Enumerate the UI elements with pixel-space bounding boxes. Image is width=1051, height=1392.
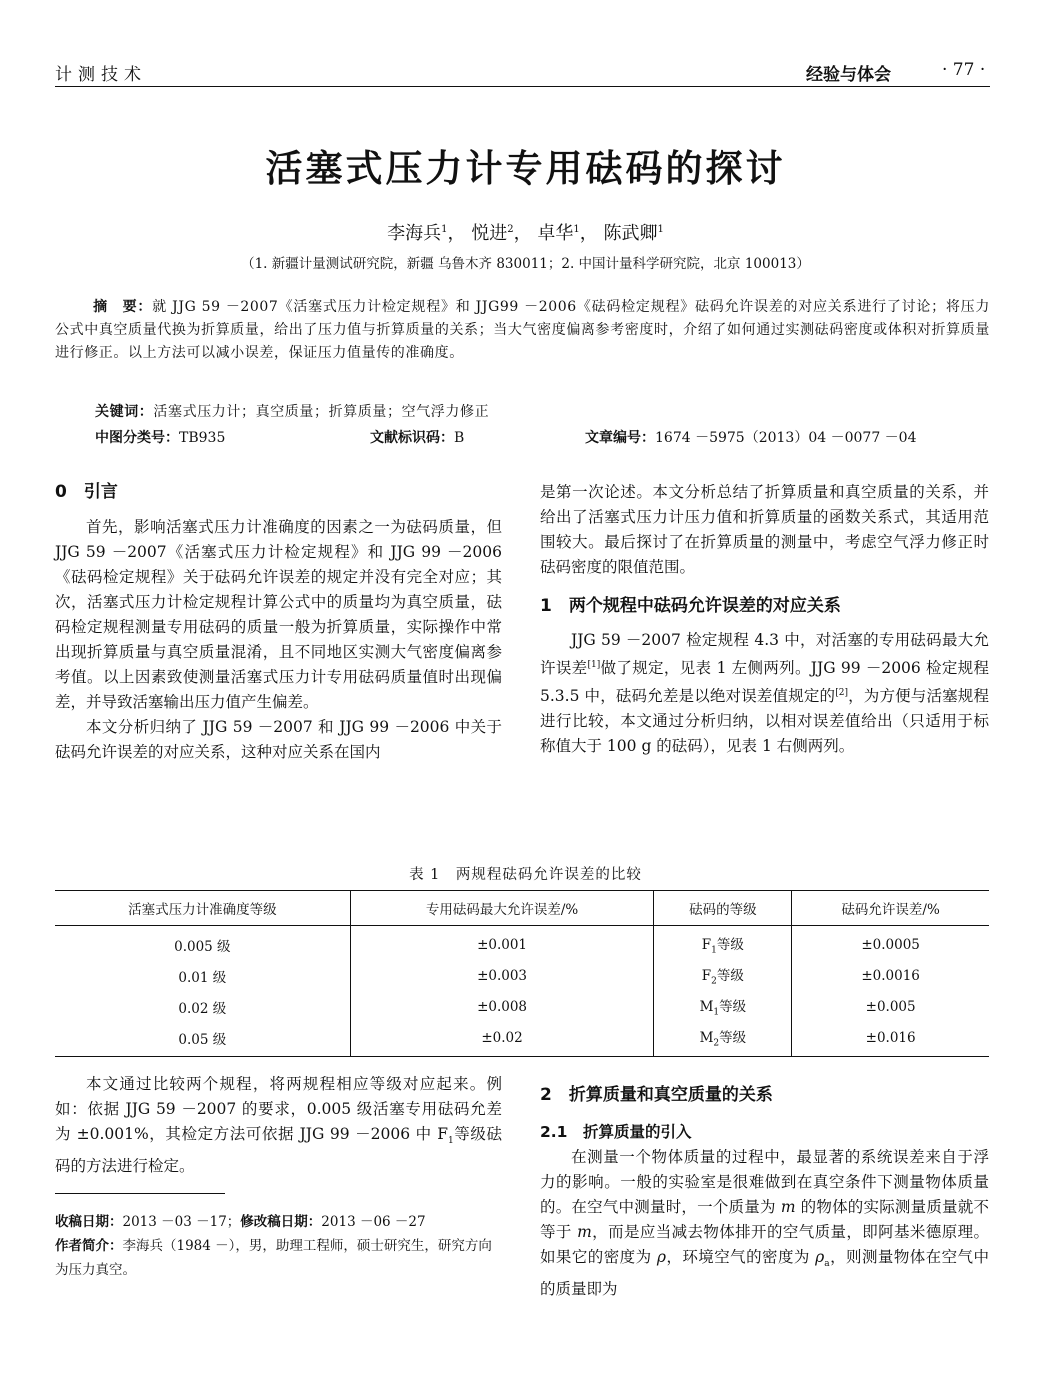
- revised-label: 修改稿日期：: [240, 1214, 322, 1230]
- section-2-1-paragraph: [540, 1145, 989, 1302]
- footnote-dates: [55, 1210, 502, 1234]
- text-run: JJG 59 －2007 检定规程 4.3 中，对活塞的专用砝码最大允许误差: [540, 631, 989, 678]
- cell-error: ±0.003: [350, 960, 654, 991]
- text-run: 本文通过比较两个规程，将两规程相应等级对应起来。例如：依据 JJG 59 －2007 的要求，0.005 级活塞专用砝码允差为 ±0.001%，其检定方法可依据 JJG 99 －2006 中 F: [55, 1075, 502, 1143]
- affiliation: （1. 新疆计量测试研究院，新疆 乌鲁木齐 830011；2. 中国计量科学研究院，北京 100013）: [241, 256, 810, 272]
- lower-right-column: [540, 1083, 989, 1302]
- header-rule: [55, 86, 990, 87]
- clc-value: TB935: [179, 430, 226, 446]
- cell-tolerance: ±0.0016: [792, 960, 989, 991]
- article-number: [585, 427, 917, 447]
- class-letter: F: [701, 937, 712, 954]
- doc-code: [370, 427, 464, 447]
- text-run: ，而是应当减去物体排开的空气质量，即阿基米德原理。如果它的密度为: [540, 1223, 989, 1266]
- journal-name: 计测技术: [55, 65, 147, 85]
- cell-grade: 0.02 级: [178, 1000, 227, 1017]
- keywords: [95, 401, 489, 421]
- comparison-paragraph: [55, 1072, 502, 1179]
- lower-left-paragraph: [55, 1072, 502, 1179]
- cell-class: [654, 926, 792, 961]
- table-header-row: [55, 891, 989, 926]
- section-1-heading: 1 两个规程中砝码允许误差的对应关系: [540, 596, 841, 616]
- author-affil-mark: 1: [441, 224, 448, 235]
- abstract-label: 摘 要：: [93, 299, 153, 315]
- paper-title: 活塞式压力计专用砝码的探讨: [265, 147, 786, 190]
- subscript: 1: [447, 1136, 454, 1147]
- section-0-heading: 0 引言: [55, 482, 118, 502]
- cell-error: ±0.02: [350, 1022, 654, 1057]
- class-subscript: 1: [711, 945, 717, 956]
- text-run: 的物体的实际测量质量就不等于: [540, 1198, 989, 1241]
- class-letter: F: [701, 968, 712, 985]
- class-suffix: 等级: [719, 999, 747, 1016]
- cell-grade: 0.005 级: [174, 938, 231, 955]
- abstract-text: 就 JJG 59 －2007《活塞式压力计检定规程》和 JJG99 －2006《砝码检定规程》砝码允许误差的对应关系进行了讨论；将压力公式中真空质量代换为折算质量，给出了压力值与折算质量的关系；当大气密度偏离参考密度时，介绍了如何通过实测砝码密度或体积对折算质量进行修正。以上方法可以减小误差，保证压力值量传的准确度。: [55, 299, 990, 361]
- cell-error: ±0.001: [350, 926, 654, 961]
- received-date: 2013 －03 －17；: [122, 1214, 241, 1230]
- class-subscript: 1: [713, 1007, 720, 1018]
- text-run: ，则测量物体在空气中的质量即为: [540, 1248, 989, 1299]
- author-name: 陈武卿: [603, 223, 658, 244]
- cell-tolerance: ±0.016: [792, 1022, 989, 1057]
- author-bio: 李海兵（1984 －），男，助理工程师，硕士研究生，研究方向为压力真空。: [55, 1238, 492, 1278]
- text-run: ，环境空气的密度为: [666, 1248, 816, 1266]
- cell-error: ±0.008: [350, 991, 654, 1022]
- cell-class: [654, 960, 792, 991]
- author-affil-mark: 1: [573, 224, 580, 235]
- symbol-m: m: [780, 1198, 796, 1216]
- column-header: 砝码的等级: [654, 891, 792, 926]
- class-subscript: 2: [711, 976, 717, 987]
- right-column: [540, 480, 989, 759]
- text-run: 等级砝码的方法进行检定。: [55, 1125, 502, 1176]
- column-header: 专用砝码最大允许误差/%: [350, 891, 654, 926]
- left-column: [55, 480, 502, 765]
- footnote-author: [55, 1234, 502, 1282]
- author-name: 李海兵: [387, 223, 442, 244]
- table-row: [55, 991, 989, 1022]
- class-letter: M: [699, 999, 714, 1016]
- doc-value: B: [454, 430, 465, 446]
- section-1-paragraph: [540, 628, 989, 759]
- section-2-1-heading: 2.1 折算质量的引入: [540, 1123, 692, 1141]
- received-label: 收稿日期：: [55, 1214, 123, 1230]
- class-suffix: 等级: [719, 1030, 747, 1047]
- author-bio-label: 作者简介：: [55, 1238, 123, 1254]
- article-value: 1674 －5975（2013）04 －0077 －04: [655, 430, 917, 446]
- column-header: 活塞式压力计准确度等级: [55, 891, 350, 926]
- cell-tolerance: ±0.0005: [792, 926, 989, 961]
- citation-2: [2]: [835, 688, 848, 699]
- keywords-text: 活塞式压力计；真空质量；折算质量；空气浮力修正: [153, 404, 490, 420]
- symbol-m: m: [577, 1223, 592, 1241]
- author-list: [0, 219, 1051, 245]
- page-number: · 77 ·: [942, 60, 986, 80]
- author-name: 悦进: [471, 223, 508, 244]
- abstract: [55, 296, 990, 365]
- cell-class: [654, 1022, 792, 1057]
- revised-date: 2013 －06 －27: [321, 1214, 426, 1230]
- cell-grade: 0.01 级: [178, 969, 227, 986]
- cell-grade: 0.05 级: [55, 1022, 350, 1057]
- intro-paragraph-1: 首先，影响活塞式压力计准确度的因素之一为砝码质量，但 JJG 59 －2007《活塞式压力计检定规程》和 JJG 99 －2006《砝码检定规程》关于砝码允许误差的规定并没有完全对应；其次，活塞式压力计检定规程计算公式中的质量均为真空质量，砝码检定规程测量专用砝码的质量一般为折算质量，实际操作中常出现折算质量与真空质量混淆，且不同地区实测大气密度偏离参考值。以上因素致使测量活塞式压力计专用砝码质量值时出现偏差，并导致活塞输出压力值产生偏差。: [55, 518, 502, 711]
- cell-class: [654, 991, 792, 1022]
- cell-tolerance: ±0.005: [792, 991, 989, 1022]
- class-suffix: 等级: [716, 937, 744, 954]
- clc-label: 中图分类号：: [95, 430, 179, 446]
- author-separator: ，: [579, 223, 598, 244]
- table-caption: 表 1 两规程砝码允许误差的比较: [409, 867, 642, 883]
- author-name: 卓华: [537, 223, 574, 244]
- intro-continuation: 是第一次论述。本文分析总结了折算质量和真空质量的关系，并给出了活塞式压力计压力值和折算质量的函数关系式，其适用范围较大。最后探讨了在折算质量的测量中，考虑空气浮力修正时砝码密度的限值范围。: [540, 483, 989, 576]
- class-subscript: 2: [713, 1038, 720, 1049]
- author-affil-mark: 1: [657, 224, 664, 235]
- comparison-table: [55, 890, 989, 1057]
- class-suffix: 等级: [716, 968, 744, 985]
- author-separator: ，: [513, 223, 532, 244]
- section-name: 经验与体会: [806, 65, 891, 85]
- symbol-rho-a: ρ: [815, 1248, 825, 1266]
- column-header: 砝码允许误差/%: [792, 891, 989, 926]
- citation-1: [1]: [587, 660, 601, 670]
- article-label: 文章编号：: [585, 430, 655, 446]
- doc-label: 文献标识码：: [370, 430, 454, 446]
- text-run: ，为方便与活塞规程进行比较，本文通过分析归纳，以相对误差值给出（只适用于标称值大于 100 g 的砝码），见表 1 右侧两列。: [540, 687, 989, 756]
- clc-number: [95, 427, 225, 447]
- intro-paragraph-2: 本文分析归纳了 JJG 59 －2007 和 JJG 99 －2006 中关于砝码允许误差的对应关系，这种对应关系在国内: [55, 718, 502, 761]
- author-separator: ，: [447, 223, 466, 244]
- table-row: [55, 1022, 989, 1057]
- author-affil-mark: 2: [507, 224, 514, 235]
- table-row: [55, 926, 989, 961]
- footnote-rule: [55, 1193, 225, 1194]
- section-2-heading: 2 折算质量和真空质量的关系: [540, 1085, 773, 1105]
- keywords-label: 关键词：: [95, 404, 154, 420]
- symbol-rho: ρ: [656, 1248, 666, 1266]
- subscript: a: [824, 1259, 830, 1270]
- text-run: 在测量一个物体质量的过程中，最显著的系统误差来自于浮力的影响。一般的实验室是很难做到在真空条件下测量物体质量的。在空气中测量时，一个质量为: [540, 1148, 989, 1216]
- text-run: 做了规定，见表 1 左侧两列。JJG 99 －2006 检定规程 5.3.5 中，砝码允差是以绝对误差值规定的: [540, 659, 989, 706]
- footnotes: [55, 1210, 502, 1282]
- class-letter: M: [699, 1030, 714, 1047]
- table-row: [55, 960, 989, 991]
